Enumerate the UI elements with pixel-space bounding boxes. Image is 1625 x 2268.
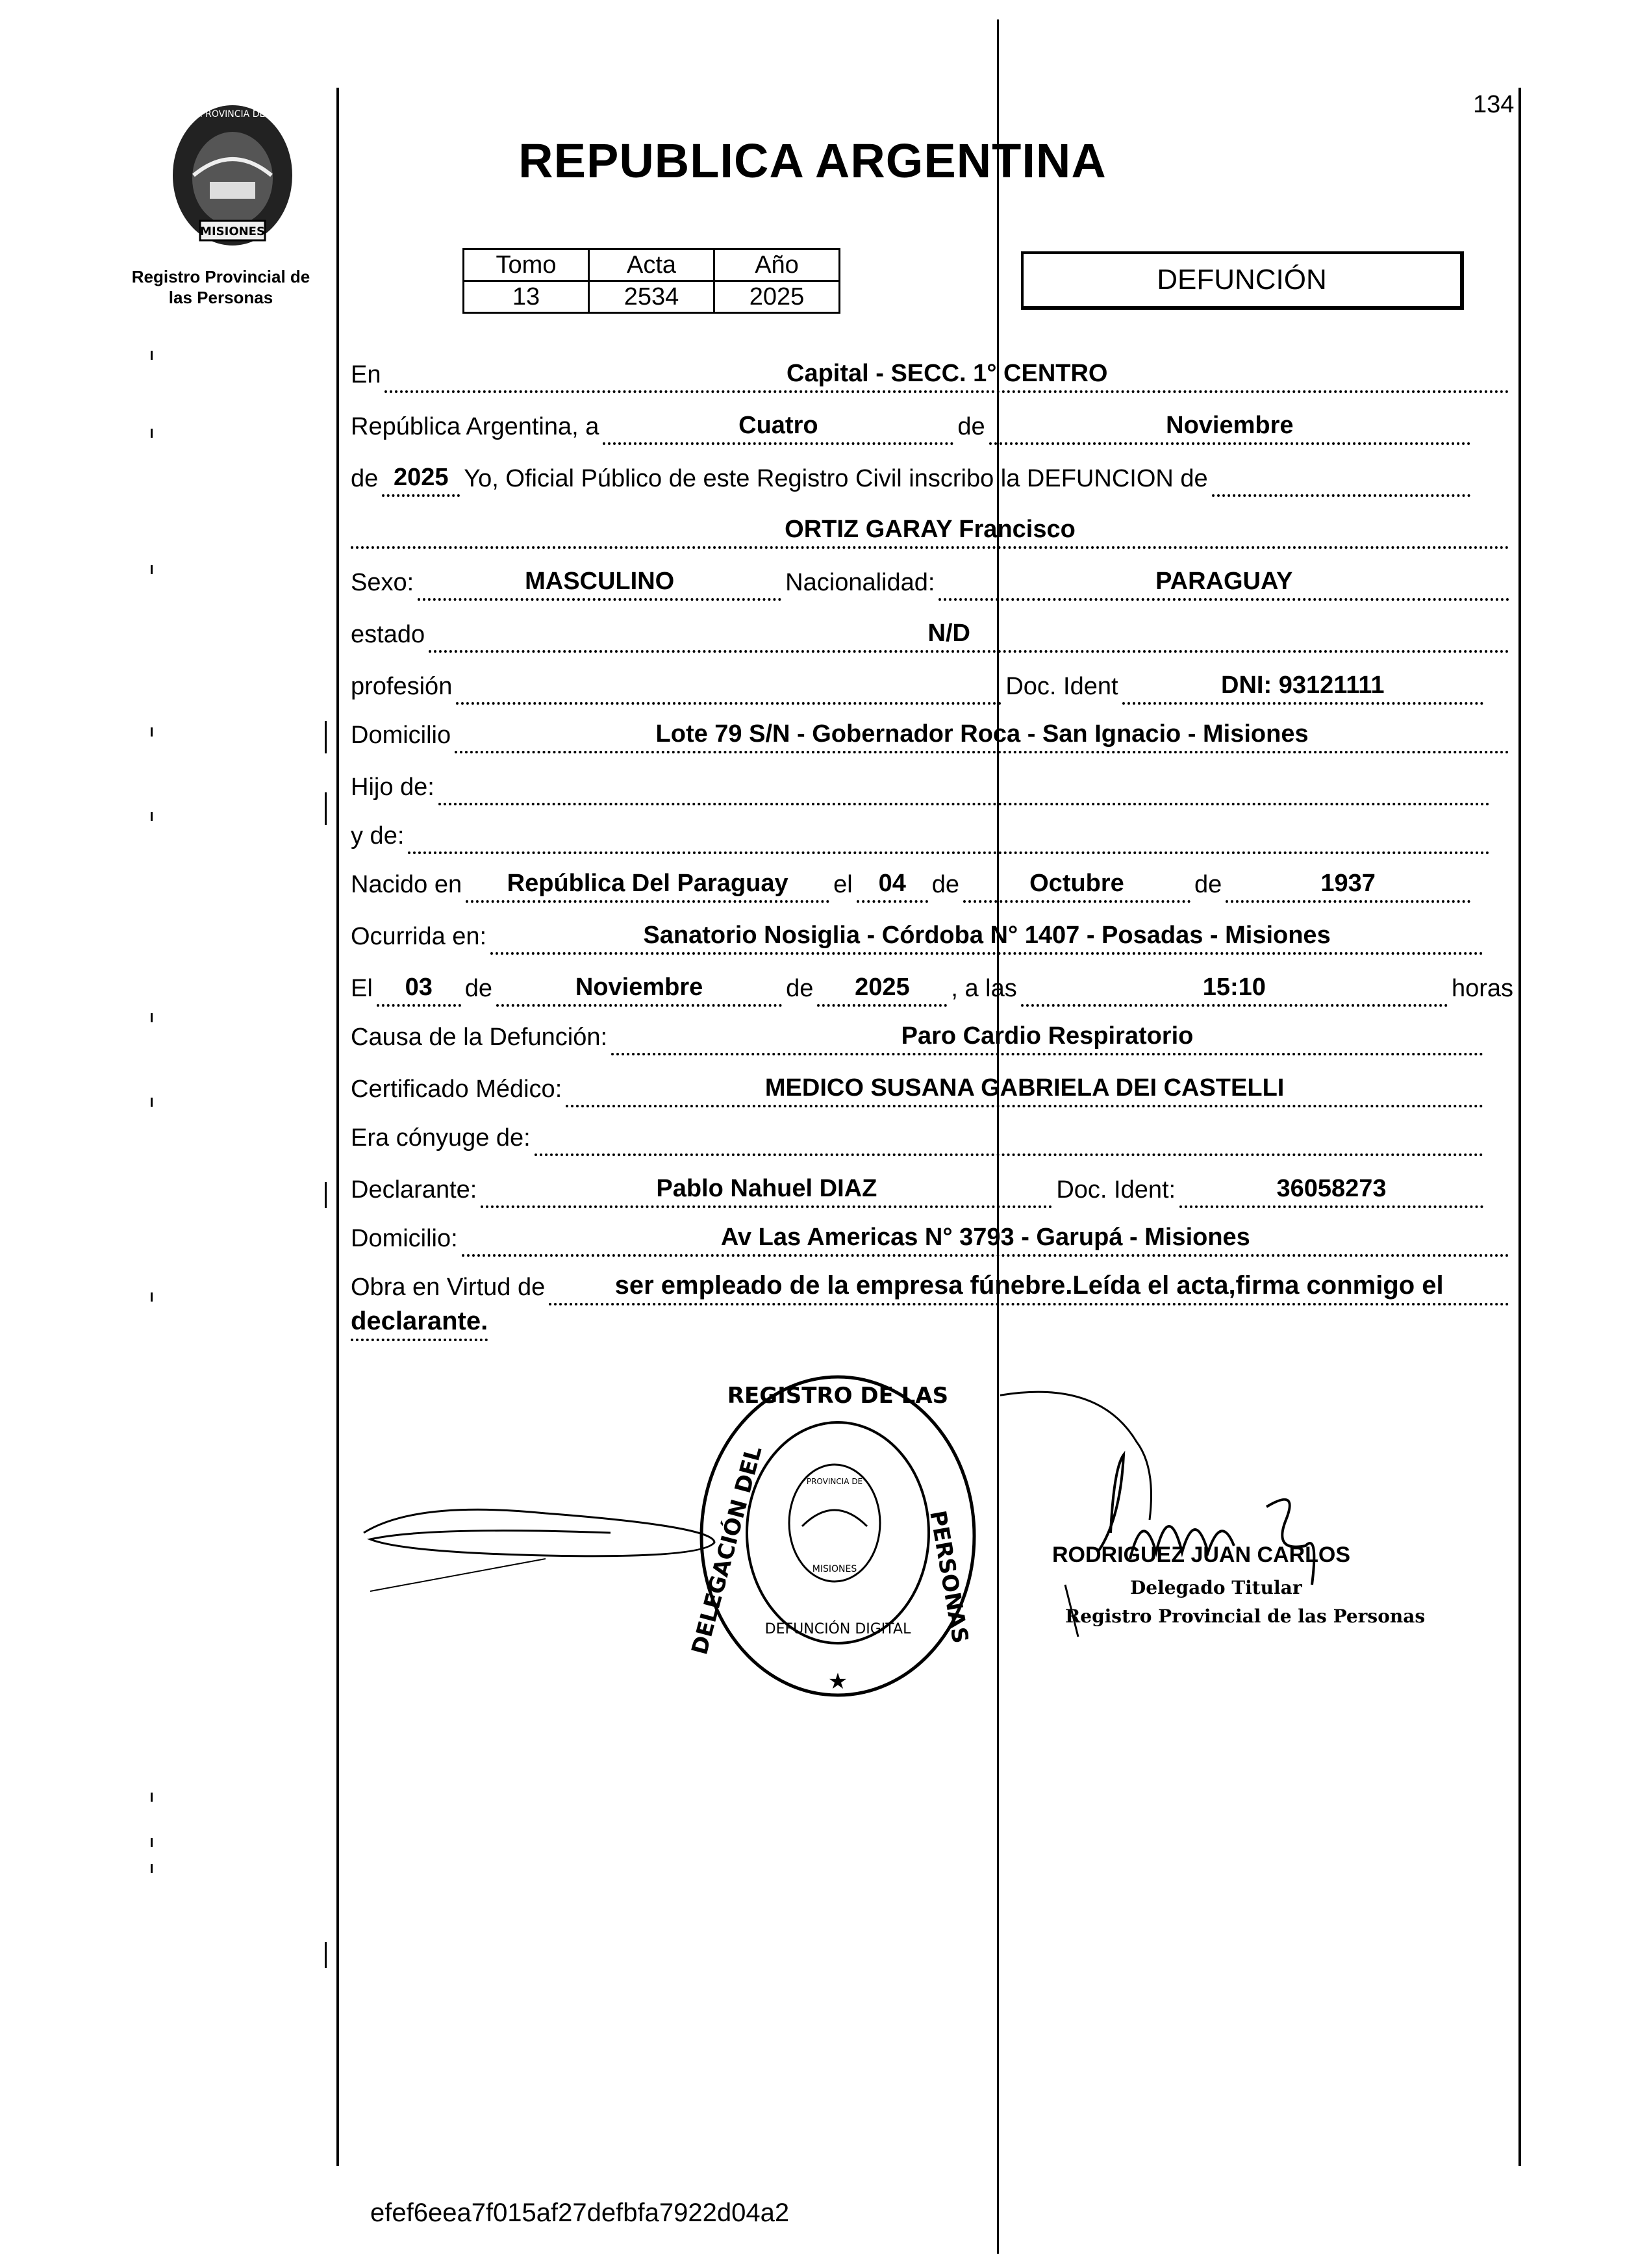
record-type-box: DEFUNCIÓN — [1021, 251, 1464, 310]
yo-oficial-text: Yo, Oficial Público de este Registro Civil inscribo la DEFUNCION de — [464, 465, 1208, 492]
table-value-acta: 2534 — [589, 281, 714, 313]
field-obra-line1: ser empleado de la empresa fúnebre.Leída el acta,firma conmigo el — [549, 1274, 1509, 1305]
row-nacimiento: Nacido en República Del Paraguay el 04 de Octubre de 1937 — [351, 864, 1474, 903]
stamp-outer-top: REGISTRO DE LAS — [727, 1383, 949, 1409]
row-obra-2 — [351, 1302, 492, 1341]
stamp-inner-bottom: DEFUNCIÓN DIGITAL — [764, 1621, 911, 1637]
seal-bottom-text: MISIONES — [200, 225, 265, 238]
field-nacionalidad: PARAGUAY — [938, 570, 1509, 601]
row-estado: estado N/D — [351, 614, 1513, 653]
table-value-anio: 2025 — [714, 281, 840, 313]
document-hash: efef6eea7f015af27defbfa7922d04a2 — [370, 2199, 790, 2227]
stamp-inner-top: PROVINCIA DE — [806, 1477, 863, 1486]
field-nacido-en: República Del Paraguay — [466, 872, 829, 903]
field-nombre: ORTIZ GARAY Francisco — [351, 518, 1509, 549]
official-org: Registro Provincial de las Personas — [1065, 1606, 1426, 1627]
table-header-anio: Año — [714, 249, 840, 281]
field-y-de — [408, 823, 1490, 854]
row-ocurrida: Ocurrida en: Sanatorio Nosiglia - Córdoba N° 1407 - Posadas - Misiones — [351, 916, 1487, 955]
field-decl-domicilio: Av Las Americas N° 3793 - Garupá - Misiones — [462, 1226, 1509, 1257]
row-fecha-inscripcion: República Argentina, a Cuatro de Noviembre — [351, 406, 1474, 445]
field-hijo-de — [438, 774, 1490, 805]
row-lugar: En Capital - SECC. 1° CENTRO — [351, 354, 1513, 393]
field-nac-mes: Octubre — [963, 872, 1190, 903]
field-sexo: MASCULINO — [418, 570, 781, 601]
field-domicilio: Lote 79 S/N - Gobernador Roca - San Ignacio - Misiones — [455, 722, 1509, 753]
field-blank-a — [1212, 466, 1470, 497]
page-number: 134 — [1473, 91, 1515, 118]
field-profesion — [456, 674, 1001, 705]
row-obra: Obra en Virtud de ser empleado de la empresa fúnebre.Leída el acta,firma conmigo el — [351, 1266, 1513, 1305]
record-number-table — [462, 248, 840, 314]
field-dia-texto: Cuatro — [603, 414, 953, 445]
row-conyuge: Era cónyuge de: — [351, 1117, 1487, 1156]
field-lugar: Capital - SECC. 1° CENTRO — [384, 362, 1509, 393]
field-mes: Noviembre — [989, 414, 1470, 445]
declarant-signature-scribble — [351, 1474, 753, 1611]
row-declarante: Declarante: Pablo Nahuel DIAZ Doc. Ident: 36058273 — [351, 1169, 1487, 1208]
field-def-anio: 2025 — [817, 976, 947, 1007]
organization-name: Registro Provincial de las Personas — [131, 267, 310, 307]
field-estado: N/D — [429, 622, 1509, 653]
row-certificado: Certificado Médico: MEDICO SUSANA GABRIELA DEI CASTELLI — [351, 1068, 1487, 1107]
official-name: RODRIGUEZ JUAN CARLOS — [1052, 1543, 1351, 1567]
table-header-tomo: Tomo — [464, 249, 589, 281]
field-decl-doc: 36058273 — [1179, 1177, 1483, 1208]
field-conyuge — [535, 1125, 1483, 1156]
table-header-acta: Acta — [589, 249, 714, 281]
document-title: REPUBLICA ARGENTINA — [518, 134, 1107, 188]
row-hijo-de: Hijo de: — [351, 766, 1494, 805]
table-header-row — [464, 249, 840, 281]
stamp-outer-right: PERSONAS — [924, 1508, 974, 1646]
field-ocurrida-en: Sanatorio Nosiglia - Córdoba N° 1407 - Posadas - Misiones — [490, 924, 1483, 955]
table-value-row — [464, 281, 840, 313]
field-obra-line2: declarante. — [351, 1310, 488, 1341]
field-causa: Paro Cardio Respiratorio — [611, 1024, 1483, 1055]
field-def-mes: Noviembre — [496, 976, 782, 1007]
stamp-inner-center: MISIONES — [812, 1564, 857, 1574]
field-anio: 2025 — [382, 466, 460, 497]
field-dni: DNI: 93121111 — [1122, 674, 1483, 705]
field-nac-dia: 04 — [857, 872, 928, 903]
row-decl-domicilio: Domicilio: Av Las Americas N° 3793 - Garupá - Misiones — [351, 1218, 1513, 1257]
field-hora: 15:10 — [1021, 976, 1448, 1007]
left-border-line — [336, 88, 339, 2166]
row-anio-inscripcion: de 2025 Yo, Oficial Público de este Registro Civil inscribo la DEFUNCION de — [351, 458, 1474, 497]
right-border-line — [1518, 88, 1521, 2166]
field-declarante: Pablo Nahuel DIAZ — [481, 1177, 1052, 1208]
row-domicilio: Domicilio Lote 79 S/N - Gobernador Roca - San Ignacio - Misiones — [351, 714, 1513, 753]
row-profesion: profesión Doc. Ident DNI: 93121111 — [351, 666, 1487, 705]
field-nac-anio: 1937 — [1226, 872, 1470, 903]
stamp-star-icon: ★ — [827, 1669, 848, 1694]
seal-top-text: PROVINCIA DE — [199, 109, 266, 120]
table-value-tomo: 13 — [464, 281, 589, 313]
row-sexo-nacionalidad: Sexo: MASCULINO Nacionalidad: PARAGUAY — [351, 562, 1513, 601]
field-def-dia: 03 — [377, 976, 461, 1007]
row-causa: Causa de la Defunción: Paro Cardio Respiratorio — [351, 1016, 1487, 1055]
field-certificado: MEDICO SUSANA GABRIELA DEI CASTELLI — [566, 1076, 1483, 1107]
official-role: Delegado Titular — [1130, 1577, 1302, 1598]
row-y-de: y de: — [351, 815, 1494, 854]
row-fecha-defuncion: El 03 de Noviembre de 2025 , a las 15:10 horas — [351, 968, 1513, 1007]
stamp-outer-left: DELEGACIÓN DEL — [687, 1443, 768, 1657]
row-nombre — [351, 510, 1513, 549]
